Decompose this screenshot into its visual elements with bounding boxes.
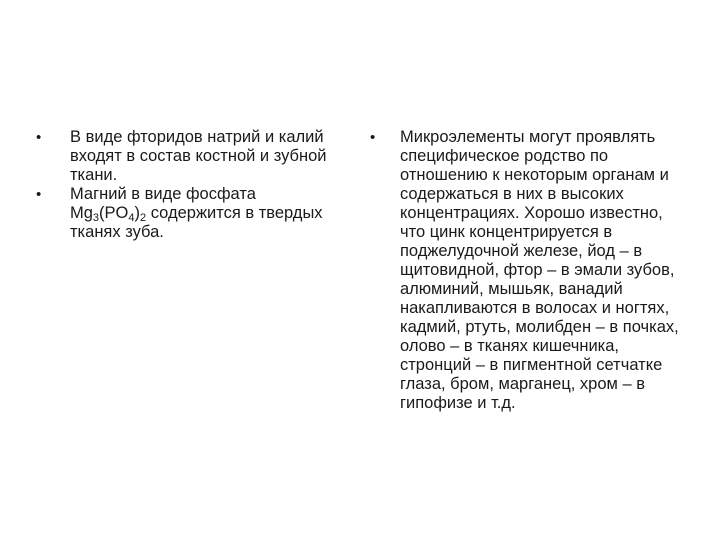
bullet-icon: • [36, 129, 42, 146]
right-text-column [370, 128, 688, 413]
formula-sub-2: 2 [140, 212, 147, 224]
bullet-icon: • [370, 129, 376, 146]
formula-sub-4: 4 [128, 212, 135, 224]
bullet-text: Микроэлементы могут проявлять специфическое родство по отношению к некоторым органам и содержаться в них в высоких концентрациях. Хорошо известно, что цинк концентрируется в поджелудочной железе, йод – в щитовидной, фтор – в эмали зубов, алюминий, мышьяк, ванадий накапливаются в волосах и ногтях, кадмий, ртуть, молибден – в почках, олово – в тканях кишечника, стронций – в пигментной сетчатке глаза, бром, марганец, хром – в гипофизе и т.д. [400, 128, 679, 412]
bullet-icon: • [36, 186, 42, 203]
formula-mg: Mg [70, 204, 93, 222]
bullet-text-tail: содержится в твердых тканях зуба. [70, 204, 323, 241]
formula-close-paren: ) [134, 204, 141, 222]
formula-po: (PO [99, 204, 129, 222]
bullet-item-magnesium [36, 185, 346, 242]
left-bullet-list [36, 128, 346, 242]
bullet-item-fluorides [36, 128, 346, 185]
right-bullet-list [370, 128, 688, 413]
left-text-column [36, 128, 346, 242]
bullet-text: В виде фторидов натрий и калий входят в состав костной и зубной ткани. [70, 128, 327, 184]
bullet-item-microelements [370, 128, 688, 413]
bullet-text-lead: Магний в виде фосфата [70, 185, 256, 203]
formula-sub-3: 3 [92, 212, 100, 224]
